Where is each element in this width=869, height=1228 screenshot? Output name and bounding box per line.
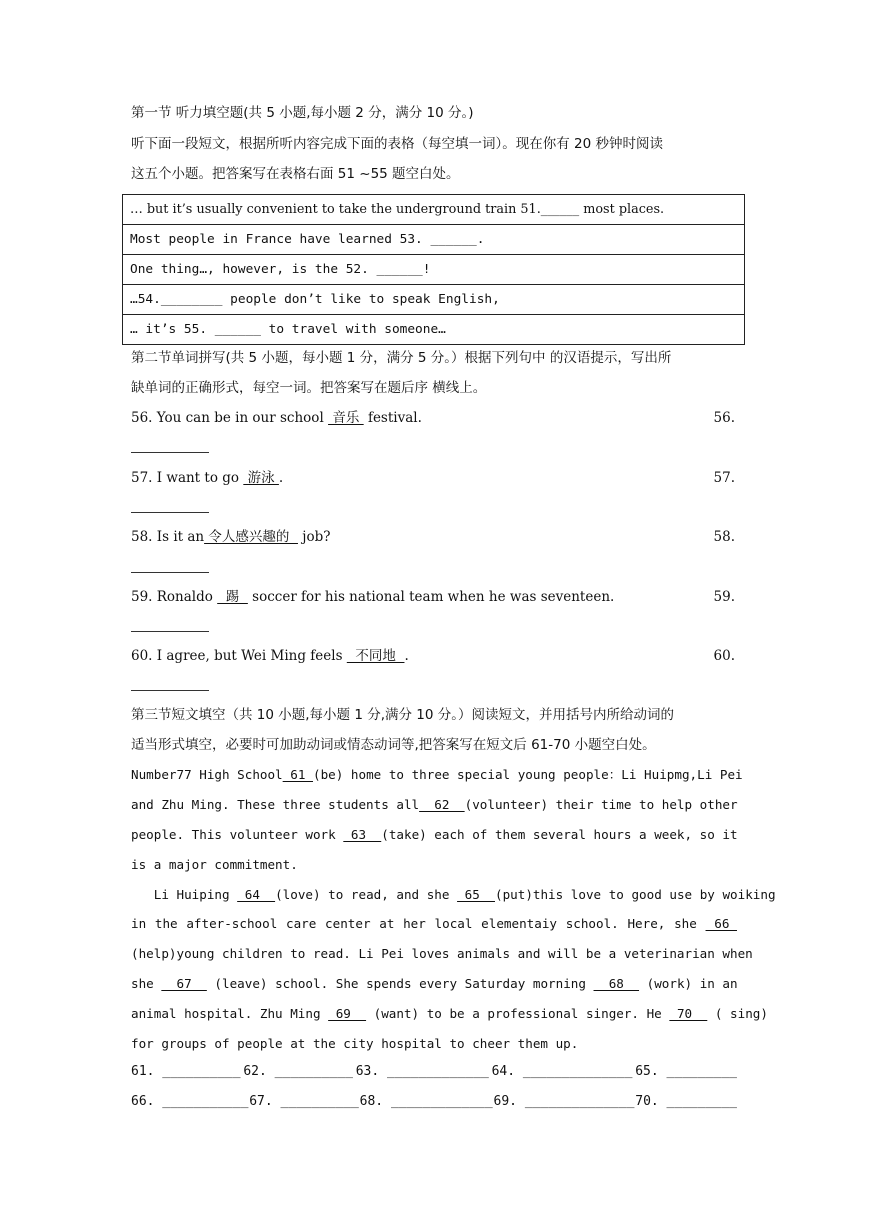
passage-line: for groups of people at the city hospital to cheer them up. bbox=[131, 1036, 579, 1051]
table-row bbox=[123, 225, 745, 255]
hint-word: 令人感兴趣的 bbox=[204, 529, 298, 545]
table-row bbox=[123, 195, 745, 225]
answer-blank-61[interactable]: 61. __________ bbox=[131, 1064, 241, 1079]
table-cell: …54.________ people don’t like to speak English, bbox=[123, 285, 745, 315]
passage-line: is a major commitment. bbox=[131, 857, 298, 872]
answer-number: 60. bbox=[713, 648, 735, 664]
hint-word: 踢 bbox=[217, 589, 248, 605]
passage-line: Number77 High School 61 (be) home to three special young people：Li Huipmg,Li Pei bbox=[131, 767, 743, 782]
table-row bbox=[123, 315, 745, 345]
passage-line: in the after-school care center at her local elementaiy school. Here, she 66 bbox=[131, 916, 737, 931]
hint-word: 游泳 bbox=[243, 470, 279, 486]
answer-blank[interactable] bbox=[131, 512, 209, 513]
answer-number: 59. bbox=[713, 589, 735, 605]
answer-row-61-65 bbox=[131, 1064, 737, 1079]
answer-row-66-70 bbox=[131, 1094, 737, 1109]
table-row bbox=[123, 285, 745, 315]
passage-line: (help)young children to read. Li Pei loves animals and will be a veterinarian when bbox=[131, 946, 753, 961]
answer-blank[interactable] bbox=[131, 572, 209, 573]
blank-number: 66 bbox=[705, 916, 737, 931]
blank-number: 69 bbox=[328, 1006, 367, 1021]
answer-blank[interactable] bbox=[131, 690, 209, 691]
table-cell: Most people in France have learned 53. ______. bbox=[123, 225, 745, 255]
blank-number: 68 bbox=[593, 976, 640, 991]
answer-blank-68[interactable]: 68. _____________ bbox=[359, 1094, 493, 1109]
passage-line: she 67 (leave) school. She spends every Saturday morning 68 (work) in an bbox=[131, 976, 738, 991]
section1-intro-line2: 这五个小题。把答案写在表格右面 51 ~55 题空白处。 bbox=[131, 166, 460, 182]
answer-blank-69[interactable]: 69. ______________ bbox=[493, 1094, 635, 1109]
blank-number: 67 bbox=[161, 976, 207, 991]
passage-line: and Zhu Ming. These three students all 62 (volunteer) their time to help other bbox=[131, 797, 738, 812]
hint-word: 不同地 bbox=[346, 648, 405, 664]
blank-number: 70 bbox=[669, 1006, 708, 1021]
passage-line: Li Huiping 64 (love) to read, and she 65 (put)this love to good use by woiking bbox=[131, 887, 776, 902]
section2-heading-line2: 缺单词的正确形式，每空一词。把答案写在题后序 横线上。 bbox=[131, 380, 487, 396]
section1-heading: 第一节 听力填空题(共 5 小题,每小题 2 分，满分 10 分。) bbox=[131, 105, 474, 121]
section1-intro-line1: 听下面一段短文，根据所听内容完成下面的表格（每空填一词）。现在你有 20 秒钟时阅读 bbox=[131, 136, 664, 152]
passage-line: animal hospital. Zhu Ming 69 (want) to be a professional singer. He 70 ( sing) bbox=[131, 1006, 768, 1021]
table-cell: One thing…, however, is the 52. ______! bbox=[123, 255, 745, 285]
hint-word: 音乐 bbox=[328, 410, 364, 426]
listening-table bbox=[122, 194, 745, 345]
spelling-item-60: 60. I agree, but Wei Ming feels 不同地 . 60. bbox=[131, 648, 735, 664]
answer-blank-66[interactable]: 66. ___________ bbox=[131, 1094, 249, 1109]
answer-blank[interactable] bbox=[131, 452, 209, 453]
table-cell: … but it’s usually convenient to take the underground train 51.______ most places. bbox=[123, 195, 745, 225]
answer-blank[interactable] bbox=[131, 631, 209, 632]
blank-number: 64 bbox=[237, 887, 276, 902]
passage-line: people. This volunteer work 63 (take) each of them several hours a week, so it bbox=[131, 827, 738, 842]
answer-blank-65[interactable]: 65. _________ bbox=[635, 1064, 737, 1079]
answer-number: 56. bbox=[713, 410, 735, 426]
answer-blank-64[interactable]: 64. ______________ bbox=[491, 1064, 633, 1079]
section3-heading-line1: 第三节短文填空（共 10 小题,每小题 1 分,满分 10 分。）阅读短文，并用括号内所给动词的 bbox=[131, 707, 675, 723]
answer-blank-63[interactable]: 63. _____________ bbox=[355, 1064, 489, 1079]
section3-heading-line2: 适当形式填空，必要时可加助动词或情态动词等,把答案写在短文后 61-70 小题空白处。 bbox=[131, 737, 656, 753]
spelling-item-58: 58. Is it an 令人感兴趣的 job? 58. bbox=[131, 529, 735, 545]
section2-heading-line1: 第二节单词拼写(共 5 小题，每小题 1 分，满分 5 分。）根据下列句中 的汉语提示，写出所 bbox=[131, 350, 672, 366]
table-row bbox=[123, 255, 745, 285]
spelling-item-59: 59. Ronaldo 踢 soccer for his national team when he was seventeen. 59. bbox=[131, 589, 735, 605]
answer-number: 58. bbox=[713, 529, 735, 545]
answer-blank-70[interactable]: 70. _________ bbox=[635, 1094, 737, 1109]
blank-number: 62 bbox=[419, 797, 465, 812]
spelling-item-57: 57. I want to go 游泳 . 57. bbox=[131, 470, 735, 486]
spelling-item-56: 56. You can be in our school 音乐 festival. 56. bbox=[131, 410, 735, 426]
answer-blank-67[interactable]: 67. __________ bbox=[249, 1094, 359, 1109]
answer-blank-62[interactable]: 62. __________ bbox=[243, 1064, 353, 1079]
table-cell: … it’s 55. ______ to travel with someone… bbox=[123, 315, 745, 345]
blank-number: 61 bbox=[282, 767, 313, 782]
answer-number: 57. bbox=[713, 470, 735, 486]
blank-number: 63 bbox=[343, 827, 382, 842]
blank-number: 65 bbox=[457, 887, 495, 902]
